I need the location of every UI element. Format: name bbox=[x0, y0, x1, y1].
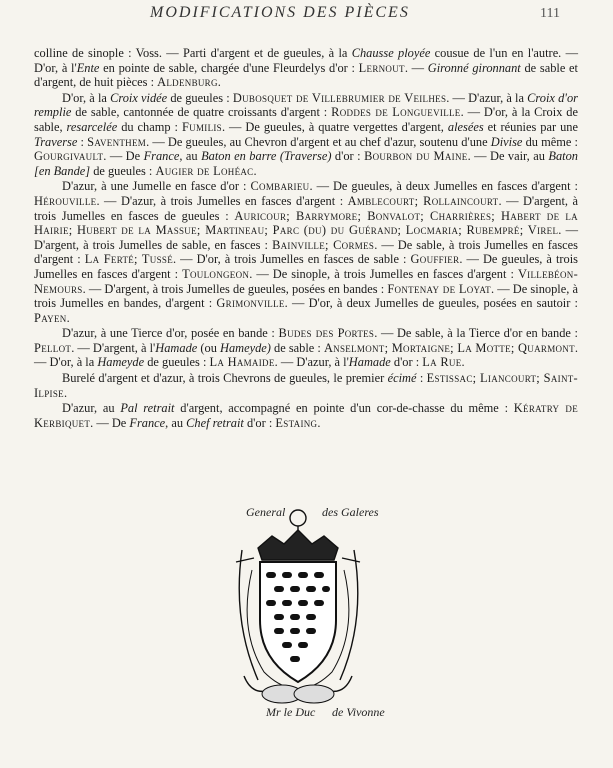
paragraph bbox=[34, 46, 578, 90]
paragraph bbox=[34, 326, 578, 370]
coat-of-arms-engraving bbox=[222, 500, 412, 730]
text-run: . — bbox=[404, 60, 428, 75]
ducal-crown bbox=[258, 530, 338, 560]
proper-name: Grimonville bbox=[216, 296, 285, 311]
heraldic-term: alesées bbox=[447, 119, 484, 134]
heraldic-term: Baton en barre (Traverse) bbox=[201, 149, 332, 164]
proper-name: Saventhem bbox=[87, 134, 147, 149]
text-run: D'azur, à une Jumelle en fasce d'or : bbox=[62, 179, 251, 194]
heraldic-term: France bbox=[129, 415, 166, 430]
paragraph bbox=[34, 91, 578, 179]
text-run: . — D'or, à la bbox=[34, 340, 579, 370]
paragraph bbox=[34, 179, 578, 325]
heraldic-term: Ente bbox=[76, 60, 100, 75]
proper-name: Villebéon-Nemours bbox=[34, 266, 579, 296]
text-run: cousue de l'un en l'autre. — D'or, à l' bbox=[34, 46, 578, 75]
proper-name: Bourbon du Maine bbox=[364, 149, 468, 164]
text-run: , au bbox=[165, 415, 187, 430]
proper-name: Aldenburg bbox=[157, 75, 218, 90]
text-run: . — D'or, à deux Jumelles de gueules, posées en sautoir : bbox=[284, 296, 578, 311]
text-run: d'or : bbox=[243, 415, 276, 430]
proper-name: Pellot bbox=[34, 340, 72, 355]
text-run: de sable, cantonnée de quatre croissants d'argent : bbox=[71, 105, 332, 120]
text-run: D'azur, à une Tierce d'or, posée en bande : bbox=[62, 326, 279, 341]
proper-name: Anselmont; Mortaigne; La Motte; Quarmont bbox=[323, 340, 575, 355]
text-run: . — D'argent, à trois Jumelles en fasces de gueules : bbox=[34, 193, 579, 223]
text-run: . bbox=[66, 310, 70, 325]
text-run: . bbox=[217, 75, 221, 90]
heraldic-term: resarcelée bbox=[66, 119, 118, 134]
text-run: de gueules : bbox=[90, 163, 156, 178]
text-run: de gueules : bbox=[144, 355, 210, 370]
text-run: . — D'argent, à trois Jumelles de gueules, posées en bandes : bbox=[82, 281, 388, 296]
text-run: . — De sable, à la Tierce d'or en bande : bbox=[374, 326, 578, 341]
heraldic-term: Baton [en Bande] bbox=[34, 149, 578, 178]
heraldic-term: Divise bbox=[490, 134, 523, 149]
heraldic-term: Gironné gironnant bbox=[427, 60, 521, 75]
text-run: . — D'or, à trois Jumelles en fasces de sable : bbox=[173, 252, 411, 267]
text-run: . — D'argent, à trois Jumelles de sable, en fasces : bbox=[34, 223, 578, 252]
text-run: . bbox=[63, 385, 68, 400]
text-run: . — De gueules, au Chevron d'argent et au chef d'azur, soutenu d'une bbox=[146, 134, 491, 149]
proper-name: Estissac; Liancourt; Saint-Ilpise bbox=[34, 371, 578, 400]
proper-name: La Ferté; Tussé bbox=[84, 252, 173, 267]
text-run: . — De bbox=[103, 149, 144, 164]
proper-name: Hérouville bbox=[34, 193, 97, 208]
text-run: . — De sinople, à trois Jumelles en fasces d'argent : bbox=[249, 266, 518, 281]
heraldic-term: Pal retrait bbox=[120, 401, 175, 416]
text-run: . — De sinople, à trois Jumelles en bandes, d'argent : bbox=[34, 281, 579, 311]
heraldic-term: Hameyde bbox=[97, 355, 145, 370]
proper-name: Toulongeon bbox=[182, 266, 250, 281]
text-run: D'or, à la bbox=[62, 90, 111, 105]
heraldic-term: Hamade bbox=[155, 340, 198, 355]
text-run: d'or : bbox=[390, 355, 423, 370]
text-run: d'or : bbox=[331, 149, 365, 164]
text-run: . — De sable, à trois Jumelles en fasces d'argent : bbox=[34, 237, 578, 267]
figure-caption-top-left: General bbox=[246, 505, 286, 519]
text-run: . — D'azur, à l' bbox=[274, 355, 349, 370]
crest-ring bbox=[290, 510, 306, 526]
proper-name: Gourgivault bbox=[34, 149, 104, 164]
figure-caption-top-right: des Galeres bbox=[322, 505, 379, 519]
proper-name: Fumilis bbox=[181, 119, 222, 134]
text-run: de sable et d'argent, de huit pièces : bbox=[34, 60, 579, 90]
proper-name: La Rue bbox=[422, 355, 462, 370]
text-run: du champ : bbox=[117, 119, 182, 134]
heraldic-term: Croix d'or remplie bbox=[34, 90, 578, 120]
text-run: . — D'or, à la Croix de sable, bbox=[34, 105, 578, 134]
proper-name: Lernout bbox=[358, 60, 405, 75]
text-run: . bbox=[253, 163, 257, 178]
heraldic-term: Chef retrait bbox=[186, 415, 244, 430]
text-run: colline de sinople : Voss. — Parti d'argent et de gueules, à la bbox=[34, 46, 352, 60]
proper-name: Gouffier bbox=[410, 252, 460, 267]
proper-name: Combarieu bbox=[250, 179, 310, 194]
text-run: . bbox=[317, 415, 321, 430]
text-run: de gueules : bbox=[167, 90, 233, 105]
heraldic-term: Traverse bbox=[34, 134, 78, 149]
figure-caption-bottom-right: de Vivonne bbox=[332, 705, 385, 719]
base-right-lobe bbox=[294, 685, 334, 703]
shield bbox=[260, 562, 336, 682]
heraldic-term: Croix vidée bbox=[110, 90, 168, 105]
proper-name: Amblecourt; Rollaincourt bbox=[347, 193, 499, 208]
proper-name: Bainville; Cormes bbox=[272, 237, 375, 252]
body-text bbox=[34, 46, 578, 431]
text-run: D'azur, au bbox=[62, 401, 121, 416]
figure-caption-bottom-left: Mr le Duc bbox=[266, 705, 316, 719]
proper-name: La Hamaide bbox=[209, 355, 275, 370]
page-number: 111 bbox=[540, 6, 560, 21]
proper-name: Payen bbox=[34, 310, 67, 325]
heraldic-term: France bbox=[143, 149, 180, 164]
heraldic-term: Hamade bbox=[348, 355, 391, 370]
text-run: et réunies par une bbox=[483, 119, 578, 134]
text-run: , au bbox=[179, 149, 202, 164]
text-run: . bbox=[461, 355, 465, 370]
heraldic-term: écimé bbox=[387, 371, 417, 386]
proper-name: Kératry de Kerbiquet bbox=[34, 401, 578, 430]
text-run: : bbox=[77, 134, 88, 149]
proper-name: Fontenay de Loyat bbox=[387, 281, 491, 296]
heraldic-term: Hameyde) bbox=[220, 340, 271, 355]
text-run: en pointe de sable, chargée d'une Fleurdelys d'or : bbox=[99, 60, 359, 75]
text-run: (ou bbox=[197, 340, 220, 355]
text-run: . — De gueules, à deux Jumelles en fasces d'argent : bbox=[309, 179, 578, 194]
proper-name: Auricour; Barrymore; Bonvalot; Charrières; Habert de la Hairie; Hubert de la Massue; Martineau; Parc (du) du Guérand; Locmaria; Rubempré; Virel bbox=[34, 208, 578, 238]
proper-name: Augier de Lohéac bbox=[155, 163, 254, 178]
paragraph bbox=[34, 371, 578, 400]
text-run: . — D'argent, à l' bbox=[71, 340, 156, 355]
proper-name: Estaing bbox=[275, 415, 318, 430]
text-run: Burelé d'argent et d'azur, à trois Chevrons de gueules, le premier bbox=[62, 371, 388, 386]
proper-name: Budes des Portes bbox=[278, 326, 375, 341]
text-run: . — De gueules, à quatre vergettes d'argent, bbox=[221, 119, 448, 134]
text-run: . — De vair, au bbox=[467, 149, 549, 164]
text-run: . — D'azur, à trois Jumelles en fasces d'argent : bbox=[96, 193, 348, 208]
proper-name: Roddes de Longueville bbox=[331, 105, 461, 120]
text-run: du même : bbox=[522, 134, 578, 149]
paragraph bbox=[34, 401, 578, 430]
running-title: MODIFICATIONS DES PIÈCES bbox=[150, 4, 410, 21]
text-run: d'argent, accompagné en pointe d'un cor-de-chasse du même : bbox=[174, 401, 514, 416]
text-run: de sable : bbox=[270, 340, 324, 355]
text-run: . — D'azur, à la bbox=[446, 90, 528, 105]
text-run: : bbox=[416, 371, 427, 386]
text-run: . — De gueules, à trois Jumelles en fasces d'argent : bbox=[34, 252, 578, 281]
proper-name: Dubosquet de Villebrumier de Veilhes bbox=[232, 90, 447, 105]
text-run: . — De bbox=[90, 415, 130, 430]
heraldic-term: Chausse ployée bbox=[351, 46, 431, 60]
